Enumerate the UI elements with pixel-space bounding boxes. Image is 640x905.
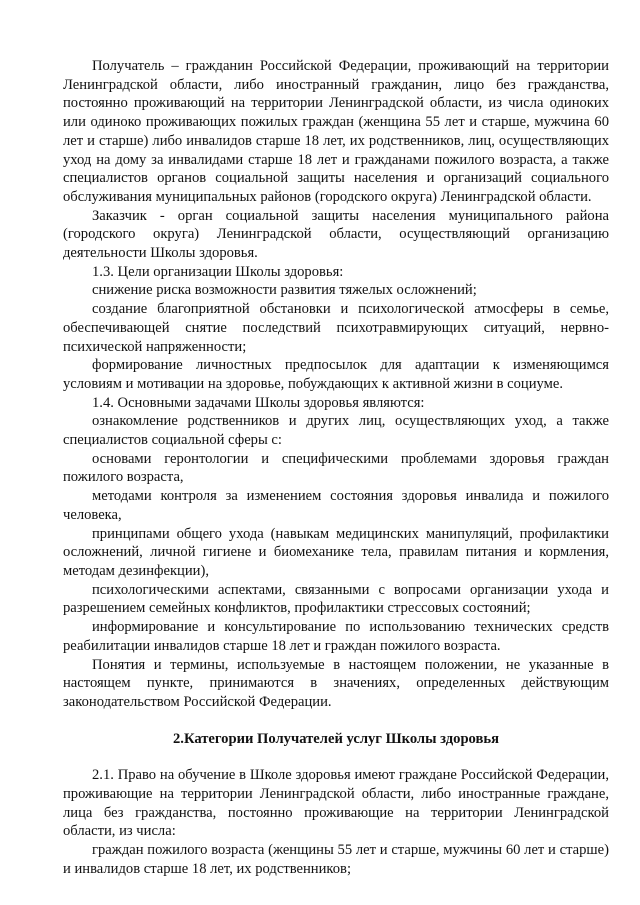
paragraph-terms: Понятия и термины, используемые в настоящем положении, не указанные в настоящем пункте, принимаются в значениях, определенных действующим законодательством Российской Федерации. bbox=[63, 656, 609, 710]
paragraph-tasks-heading: 1.4. Основными задачами Школы здоровья являются: bbox=[92, 394, 425, 411]
section-heading: 2.Категории Получателей услуг Школы здоровья bbox=[173, 730, 499, 747]
paragraph-goals-heading: 1.3. Цели организации Школы здоровья: bbox=[92, 263, 344, 280]
paragraph-task-general-care: принципами общего ухода (навыкам медицинских манипуляций, профилактики осложнений, личной гигиене и биомеханике тела, правилам питания и кормления, методам дезинфекции), bbox=[63, 525, 609, 579]
paragraph-section-elderly: граждан пожилого возраста (женщины 55 лет и старше, мужчины 60 лет и старше) и инвалидов старше 18 лет, их родственников; bbox=[63, 842, 609, 877]
paragraph-goal-3: формирование личностных предпосылок для адаптации к изменяющимся условиям и мотивации на здоровье, побуждающих к активной жизни в социуме. bbox=[63, 357, 609, 392]
paragraph-task-gerontology: основами геронтологии и специфическими проблемами здоровья граждан пожилого возраста, bbox=[63, 450, 609, 486]
paragraph-goal-2: создание благоприятной обстановки и психологической атмосферы в семье, обеспечивающей снятие последствий психотравмирующих ситуаций, нервно-психической напряженности; bbox=[63, 301, 609, 355]
paragraph-task-health-control: методами контроля за изменением состояния здоровья инвалида и пожилого человека, bbox=[63, 488, 609, 523]
paragraph-task-psychology: психологическими аспектами, связанными с вопросами организации ухода и разрешением семейных конфликтов, профилактики стрессовых состояний; bbox=[63, 581, 609, 617]
paragraph-task-intro: ознакомление родственников и других лиц, осуществляющих уход, а также специалистов социальной сферы с: bbox=[63, 413, 609, 449]
paragraph-goal-1: снижение риска возможности развития тяжелых осложнений; bbox=[92, 282, 477, 299]
paragraph-task-consulting: информирование и консультирование по использованию технических средств реабилитации инвалидов старше 18 лет и граждан пожилого возраста. bbox=[63, 619, 609, 654]
paragraph-recipient-definition: Получатель – гражданин Российской Федерации, проживающий на территории Ленинградской области, либо иностранный гражданин, лицо без гражданства, постоянно проживающий на территории Ленинградской области, из числа одиноких или одиноко проживающих пожилых граждан (женщина 55 лет и старше, мужчина 60 лет и старше) либо инвалидов старше 18 лет, их родственников, лиц, осуществляющих уход на дому за инвалидами старше 18 лет и гражданами пожилого возраста, а также специалистов органов социальной защиты населения и организаций социального обслуживания муниципальных районов (городского округа) Ленинградской области. bbox=[63, 58, 609, 205]
paragraph-section-2-1: 2.1. Право на обучение в Школе здоровья имеют граждане Российской Федерации, проживающие на территории Ленинградской области, либо иностранные граждане, лица без гражданства, постоянно проживающие на территории Ленинградской области, из числа: bbox=[63, 767, 609, 840]
document-body bbox=[63, 57, 609, 879]
paragraph-customer-definition: Заказчик - орган социальной защиты населения муниципального района (городского округа) Ленинградской области, осуществляющий организацию деятельности Школы здоровья. bbox=[63, 207, 609, 262]
